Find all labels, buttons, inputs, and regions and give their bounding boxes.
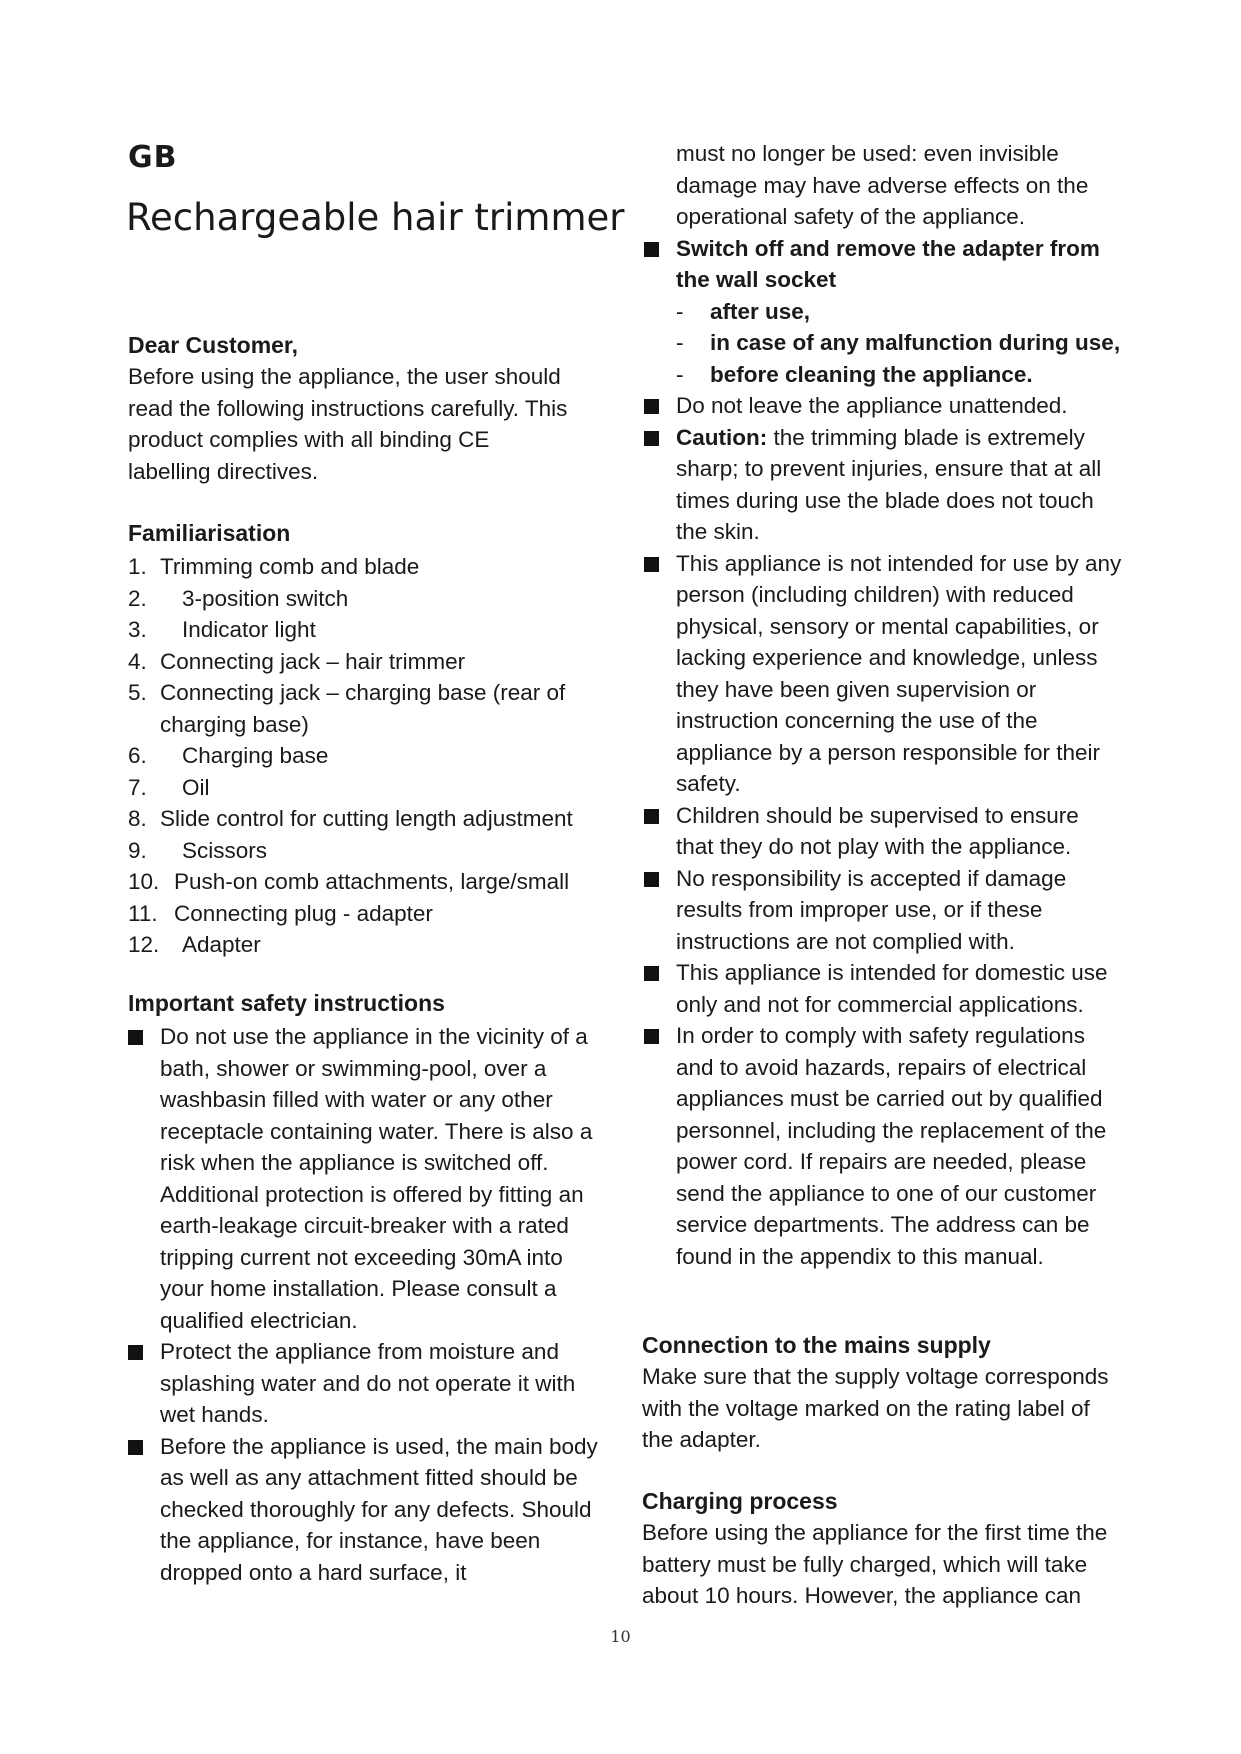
mains-section (642, 1330, 1122, 1456)
charging-section (642, 1486, 1122, 1612)
familiarisation-heading: Familiarisation (128, 520, 291, 546)
item-text: Adapter (182, 932, 261, 957)
list-item (642, 390, 1122, 422)
list-item (128, 1021, 598, 1336)
list-item (128, 835, 598, 867)
bullet-square-icon (644, 872, 659, 887)
bullet-square-icon (644, 431, 659, 446)
item-text: Push-on comb attachments, large/small (174, 869, 570, 894)
mains-text: Make sure that the supply voltage corresponds with the voltage marked on the rating label of the adapter. (642, 1364, 1109, 1452)
item-text: Connecting jack – charging base (rear of charging base) (160, 680, 566, 737)
list-item (128, 614, 598, 646)
item-text: Connecting plug - adapter (174, 900, 433, 926)
item-text: Connecting jack – hair trimmer (160, 648, 466, 674)
list-item (128, 551, 598, 583)
item-text: the trimming blade is extremely sharp; to prevent injuries, ensure that at all times during use the blade does not touch the skin. (676, 424, 1102, 544)
item-text: Before the appliance is used, the main body as well as any attachment fitted should be checked thoroughly for any defects. Should the appliance, for instance, have been dropped onto a hard surface, it (160, 1433, 598, 1585)
item-text: Indicator light (182, 617, 316, 642)
item-number: 4. (128, 648, 147, 674)
list-item (642, 800, 1122, 863)
sub-item (676, 359, 1122, 391)
list-item (642, 233, 1122, 391)
intro-heading: Dear Customer, (128, 332, 299, 358)
language-code: GB (128, 140, 178, 175)
list-item (128, 866, 598, 898)
list-item (642, 548, 1122, 800)
bullet-square-icon (644, 966, 659, 981)
item-number: 9. (128, 837, 147, 863)
bullet-square-icon (644, 399, 659, 414)
bullet-square-icon (128, 1440, 143, 1455)
item-number: 10. (128, 869, 160, 894)
bullet-square-icon (644, 1029, 659, 1044)
item-number: 6. (128, 743, 147, 768)
item-number: 2. (128, 585, 147, 611)
item-text: Scissors (182, 837, 268, 863)
item-text: Do not use the appliance in the vicinity of a bath, shower or swimming-pool, over a washbasin filled with water or any other receptacle containing water. There is also a risk when the appliance is switched off. Additional protection is offered by fitting an earth-leakage circuit-breaker with a rated tripping current not exceeding 30mA into your home installation. Please consult a qualified electrician. (160, 1024, 593, 1333)
item-text: This appliance is intended for domestic use only and not for commercial applications. (676, 960, 1108, 1017)
list-item (128, 898, 598, 930)
sub-item (676, 327, 1122, 359)
intro-text: Before using the appliance, the user should read the following instructions carefully. This product complies with all binding CE labelling directives. (128, 364, 568, 484)
dash-icon: - (676, 361, 684, 387)
safety-section (128, 988, 598, 1588)
mains-heading: Connection to the mains supply (642, 1332, 991, 1358)
caution-label: Caution: (676, 424, 768, 450)
list-item (128, 740, 598, 772)
page-title: Rechargeable hair trimmer (126, 196, 625, 239)
list-item (642, 422, 1122, 548)
safety-heading: Important safety instructions (128, 990, 445, 1016)
item-number: 5. (128, 680, 147, 705)
list-item (128, 677, 598, 740)
list-item (128, 646, 598, 678)
item-number: 3. (128, 617, 147, 642)
dash-icon: - (676, 298, 684, 324)
list-item (128, 803, 598, 835)
list-item (642, 1020, 1122, 1272)
dash-icon: - (676, 330, 684, 355)
item-text: In order to comply with safety regulations and to avoid hazards, repairs of electrical appliances must be carried out by qualified personnel, including the replacement of the power cord. If repairs are needed, please send the appliance to one of our customer service departments. The address can be found in the appendix to this manual. (676, 1023, 1107, 1269)
charging-heading: Charging process (642, 1488, 838, 1514)
list-item (128, 1431, 598, 1589)
continuation-text: must no longer be used: even invisible damage may have adverse effects on the operational safety of the appliance. (676, 141, 1089, 229)
bullet-square-icon (128, 1345, 143, 1360)
item-text: Oil (182, 774, 210, 800)
page-number: 10 (610, 1627, 631, 1646)
item-text: No responsibility is accepted if damage results from improper use, or if these instructions are not complied with. (676, 865, 1067, 954)
list-item (642, 957, 1122, 1020)
parts-list (128, 551, 598, 961)
list-item (128, 929, 598, 961)
item-text: Children should be supervised to ensure that they do not play with the appliance. (676, 802, 1079, 859)
familiarisation-section (128, 518, 598, 961)
bullet-square-icon (644, 242, 659, 257)
item-number: 7. (128, 774, 147, 800)
intro-section (128, 330, 598, 487)
charging-text: Before using the appliance for the first time the battery must be fully charged, which will take about 10 hours. However, the appliance can (642, 1520, 1108, 1608)
sub-item-text: after use, (710, 298, 811, 324)
item-number: 8. (128, 806, 147, 831)
item-text: Slide control for cutting length adjustment (160, 806, 573, 831)
item-text: This appliance is not intended for use by any person (including children) with reduced physical, sensory or mental capabilities, or lacking experience and knowledge, unless they have been given supervision or instruction concerning the use of the appliance by a person responsible for their safety. (676, 550, 1122, 796)
item-number: 1. (128, 554, 147, 579)
item-number: 12. (128, 932, 160, 957)
list-item (128, 772, 598, 804)
list-item (642, 863, 1122, 958)
item-text: Do not leave the appliance unattended. (676, 393, 1068, 418)
safety-list (128, 1021, 598, 1588)
item-text: 3-position switch (182, 585, 349, 611)
item-text: Protect the appliance from moisture and splashing water and do not operate it with wet hands. (160, 1339, 576, 1427)
sub-list (676, 296, 1122, 391)
item-number: 11. (128, 900, 158, 926)
bullet-square-icon (128, 1030, 143, 1045)
list-item (128, 583, 598, 615)
bullet-square-icon (644, 809, 659, 824)
item-text: Charging base (182, 743, 329, 768)
safety-continued (642, 138, 1122, 1272)
sub-item (676, 296, 1122, 328)
sub-item-text: before cleaning the appliance. (710, 361, 1033, 387)
sub-item-text: in case of any malfunction during use, (710, 330, 1121, 355)
list-item (128, 1336, 598, 1431)
bullet-square-icon (644, 557, 659, 572)
item-text: Switch off and remove the adapter from the wall socket (676, 235, 1100, 292)
item-text: Trimming comb and blade (160, 554, 420, 579)
safety-list-continued (642, 233, 1122, 1273)
